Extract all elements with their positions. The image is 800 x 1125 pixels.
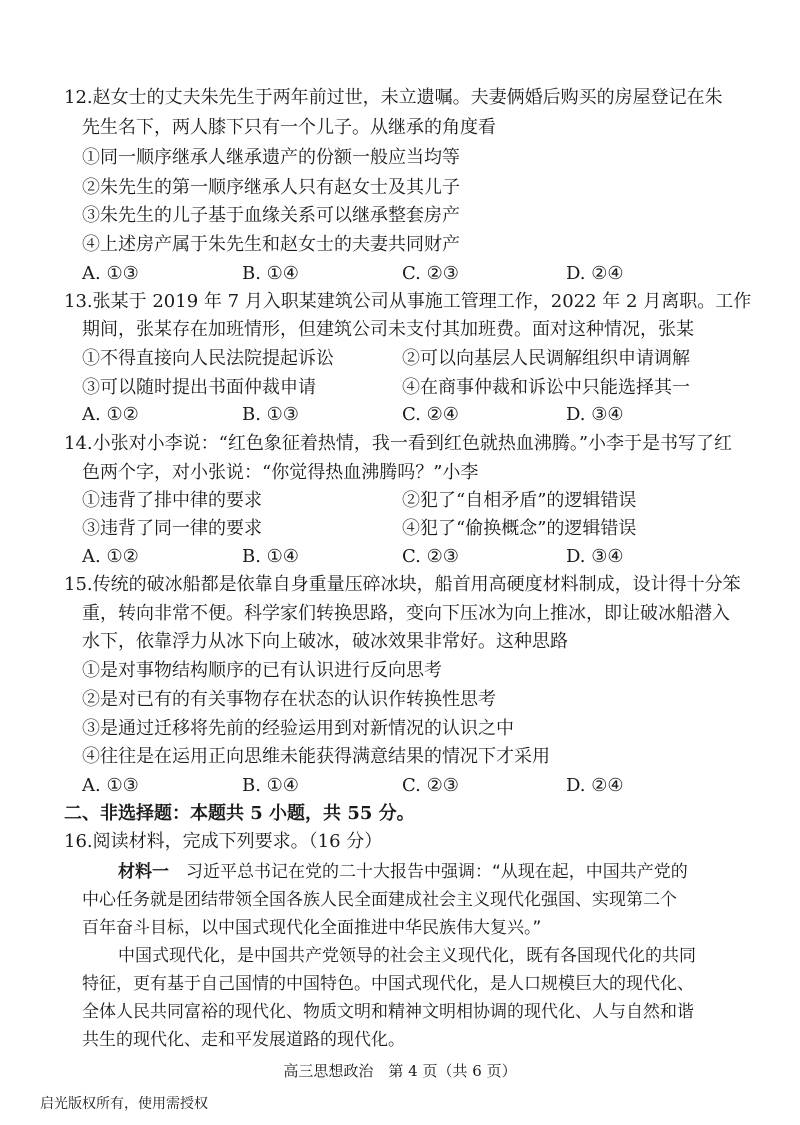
q12-option-2: ②朱先生的第一顺序继承人只有赵女士及其儿子 — [82, 177, 460, 198]
q16-material2-line2: 特征，更有基于自己国情的中国特色。中国式现代化，是人口规模巨大的现代化、 — [82, 974, 694, 994]
q14-choice-b: B. ①④ — [242, 546, 299, 567]
q15-option-2: ②是对已有的有关事物存在状态的认识作转换性思考 — [82, 689, 496, 710]
q13-choice-b: B. ①③ — [242, 404, 299, 425]
q16-material1-label: 材料一 — [118, 862, 169, 882]
q14-choice-c: C. ②③ — [402, 546, 459, 567]
q12-choice-c: C. ②③ — [402, 263, 459, 284]
q12-stem-line1: 12.赵女士的丈夫朱先生于两年前过世，未立遗嘱。夫妻俩婚后购买的房屋登记在朱 — [64, 87, 723, 108]
q13-stem-line1: 13.张某于 2019 年 7 月入职某建筑公司从事施工管理工作，2022 年 2 月离职。工作 — [64, 291, 752, 312]
q16-stem: 16.阅读材料，完成下列要求。（16 分） — [64, 831, 383, 852]
page-footer: 高三思想政治 第 4 页（共 6 页） — [283, 1062, 517, 1080]
q16-material1-line1 — [118, 858, 688, 886]
q13-option-1: ①不得直接向人民法院提起诉讼 — [82, 348, 334, 369]
q14-stem-line1: 14.小张对小李说：“红色象征着热情，我一看到红色就热血沸腾。”小李于是书写了红 — [64, 433, 733, 454]
q15-stem-line1: 15.传统的破冰船都是依靠自身重量压碎冰块，船首用高硬度材料制成，设计得十分笨 — [64, 574, 741, 595]
q14-choice-a: A. ①② — [82, 546, 139, 567]
q14-choice-d: D. ③④ — [566, 546, 624, 567]
q13-option-3: ③可以随时提出书面仲裁申请 — [82, 377, 316, 398]
q12-choice-a: A. ①③ — [82, 263, 139, 284]
q12-choice-d: D. ②④ — [566, 263, 624, 284]
q15-choice-a: A. ①③ — [82, 775, 139, 796]
q16-material2-line1: 中国式现代化，是中国共产党领导的社会主义现代化，既有各国现代化的共同 — [118, 946, 696, 966]
q13-choice-a: A. ①② — [82, 404, 139, 425]
q13-option-4: ④在商事仲裁和诉讼中只能选择其一 — [402, 377, 690, 398]
q13-choice-c: C. ②④ — [402, 404, 459, 425]
q15-choice-b: B. ①④ — [242, 775, 299, 796]
q15-choice-c: C. ②③ — [402, 775, 459, 796]
q15-stem-line2: 重，转向非常不便。科学家们转换思路，变向下压冰为向上推冰，即让破冰船潜入 — [82, 603, 730, 624]
q16-material2-line3: 全体人民共同富裕的现代化、物质文明和精神文明相协调的现代化、人与自然和谐 — [82, 1002, 694, 1022]
q12-option-4: ④上述房产属于朱先生和赵女士的夫妻共同财产 — [82, 234, 460, 255]
q15-option-3: ③是通过迁移将先前的经验运用到对新情况的认识之中 — [82, 718, 514, 739]
q16-material1-line2: 中心任务就是团结带领全国各族人民全面建成社会主义现代化强国、实现第二个 — [82, 890, 677, 910]
copyright-notice: 启光版权所有，使用需授权 — [40, 1096, 208, 1112]
q13-option-2: ②可以向基层人民调解组织申请调解 — [402, 348, 690, 369]
q14-option-1: ①违背了排中律的要求 — [82, 490, 262, 511]
q15-option-1: ①是对事物结构顺序的已有认识进行反向思考 — [82, 660, 442, 681]
q16-material1-text1: 习近平总书记在党的二十大报告中强调：“从现在起，中国共产党的 — [169, 862, 688, 882]
q14-option-2: ②犯了“自相矛盾”的逻辑错误 — [402, 490, 637, 511]
q15-stem-line3: 水下，依靠浮力从冰下向上破冰，破冰效果非常好。这种思路 — [82, 631, 568, 652]
q16-material2-line4: 共生的现代化、走和平发展道路的现代化。 — [82, 1030, 405, 1050]
q15-choice-d: D. ②④ — [566, 775, 624, 796]
q12-stem-line2: 先生名下，两人膝下只有一个儿子。从继承的角度看 — [82, 117, 496, 138]
q13-choice-d: D. ③④ — [566, 404, 624, 425]
q15-option-4: ④往往是在运用正向思维未能获得满意结果的情况下才采用 — [82, 746, 550, 767]
q12-option-1: ①同一顺序继承人继承遗产的份额一般应当均等 — [82, 147, 460, 168]
q14-option-4: ④犯了“偷换概念”的逻辑错误 — [402, 518, 637, 539]
q12-choice-b: B. ①④ — [242, 263, 299, 284]
q12-option-3: ③朱先生的儿子基于血缘关系可以继承整套房产 — [82, 205, 460, 226]
q13-stem-line2: 期间，张某存在加班情形，但建筑公司未支付其加班费。面对这种情况，张某 — [82, 319, 694, 340]
q14-stem-line2: 色两个字，对小张说：“你觉得热血沸腾吗？”小李 — [82, 462, 479, 483]
q16-material1-line3: 百年奋斗目标，以中国式现代化全面推进中华民族伟大复兴。” — [82, 918, 542, 938]
section-2-title: 二、非选择题：本题共 5 小题，共 55 分。 — [64, 803, 415, 824]
q14-option-3: ③违背了同一律的要求 — [82, 518, 262, 539]
